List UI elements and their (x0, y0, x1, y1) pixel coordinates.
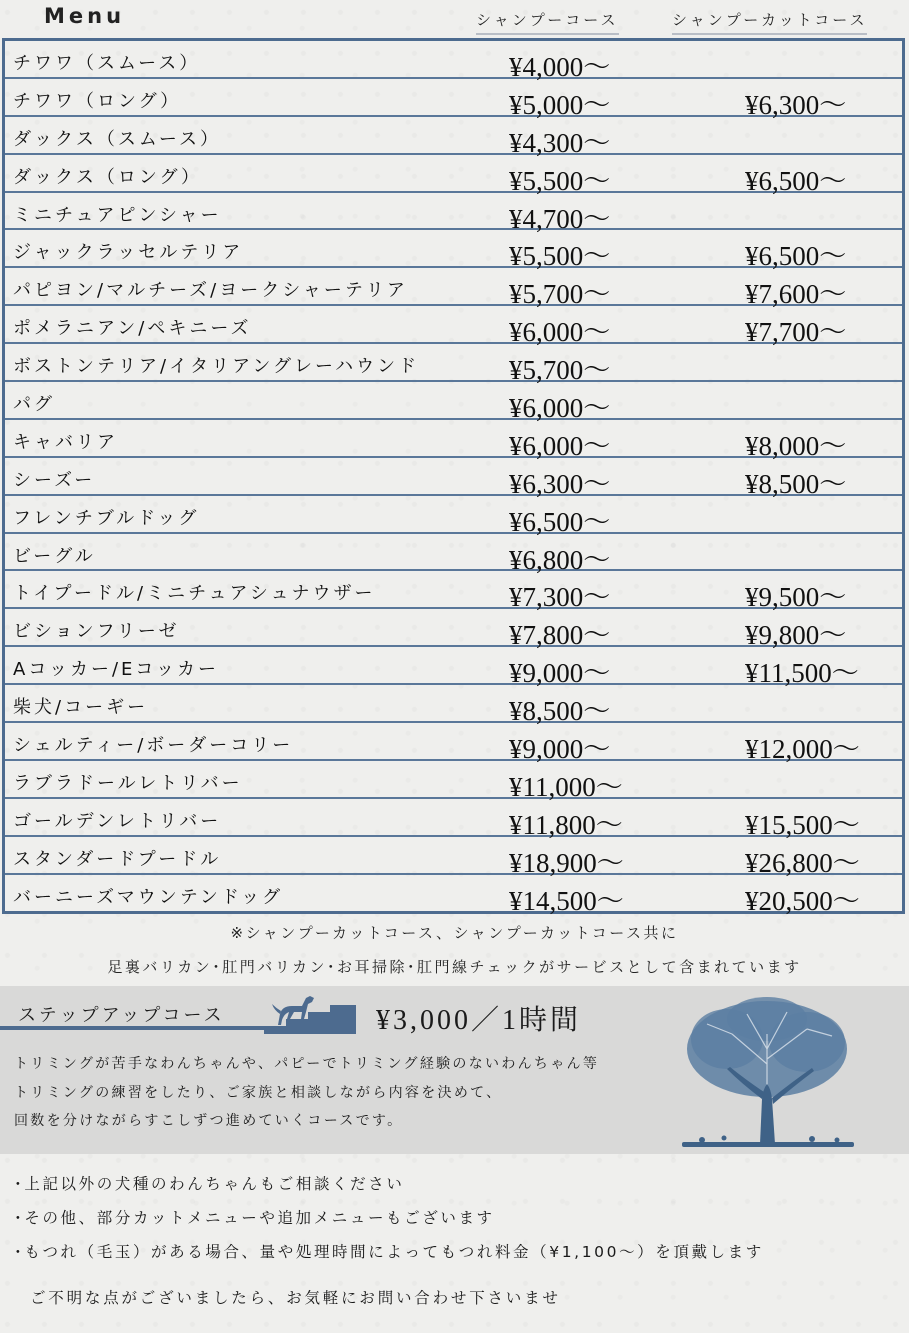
shampoo-price: ¥5,500〜 (509, 241, 611, 272)
shampoo-cut-price: ¥8,000〜 (745, 430, 847, 461)
breed-name: ボストンテリア/イタリアングレーハウンド (13, 356, 420, 378)
info-bullet-matting-fee: ･もつれ（毛玉）がある場合、量や処理時間によってもつれ料金（¥1,100〜）を頂戴します (14, 1243, 764, 1261)
shampoo-price: ¥6,000〜 (509, 317, 611, 348)
shampoo-cut-price: ¥26,800〜 (745, 847, 860, 878)
table-row (5, 41, 902, 82)
breed-name: ダックス（スムース） (13, 128, 222, 150)
table-row (5, 155, 902, 196)
breed-name: ラブラドールレトリバー (13, 772, 243, 794)
shampoo-price: ¥4,000〜 (509, 52, 611, 82)
menu-title: Menu (44, 4, 126, 28)
stepup-price: ¥3,000／1時間 (376, 1005, 582, 1036)
table-row (5, 117, 902, 158)
price-table (2, 38, 905, 914)
column-header-shampoo-cut: シャンプーカットコース (672, 9, 867, 35)
stepup-description-line3: 回数を分けながらすこしずつ進めていくコースです。 (14, 1113, 404, 1129)
table-row (5, 344, 902, 386)
stepup-course-panel (0, 986, 909, 1154)
shampoo-cut-price: ¥11,500〜 (745, 658, 859, 689)
shampoo-cut-price: ¥12,000〜 (745, 734, 860, 765)
shampoo-price: ¥5,700〜 (509, 279, 611, 310)
service-note-line1: ※シャンプーカットコース、シャンプーカットコース共に (230, 924, 679, 942)
stepup-description-line1: トリミングが苦手なわんちゃんや、パピーでトリミング経験のないわんちゃん等 (14, 1056, 600, 1072)
table-row (5, 306, 902, 348)
table-row (5, 609, 902, 651)
shampoo-price: ¥7,300〜 (509, 582, 611, 613)
shampoo-price: ¥14,500〜 (509, 885, 624, 916)
shampoo-price: ¥6,800〜 (509, 544, 611, 575)
table-row (5, 647, 902, 689)
shampoo-price: ¥8,500〜 (509, 696, 611, 727)
table-row (5, 496, 902, 537)
table-row (5, 723, 902, 765)
table-row (5, 685, 902, 727)
table-row (5, 534, 902, 575)
menu-header (0, 0, 909, 38)
table-row (5, 458, 902, 499)
breed-name: トイプードル/ミニチュアシュナウザー (13, 583, 376, 605)
stepup-title: ステップアップコース (18, 1005, 225, 1026)
shampoo-price: ¥6,000〜 (509, 393, 611, 424)
table-row (5, 875, 902, 916)
tree-icon (672, 994, 862, 1154)
breed-name: ポメラニアン/ペキニーズ (13, 318, 252, 340)
shampoo-cut-price: ¥9,800〜 (745, 620, 847, 651)
shampoo-price: ¥18,900〜 (509, 847, 624, 878)
shampoo-price: ¥6,300〜 (509, 468, 611, 499)
dog-on-stairs-icon (264, 992, 356, 1034)
table-row (5, 193, 902, 234)
info-bullet-other-breeds: ･上記以外の犬種のわんちゃんもご相談ください (14, 1175, 405, 1193)
breed-name: フレンチブルドッグ (13, 507, 200, 529)
table-row (5, 79, 902, 120)
breed-name: バーニーズマウンテンドッグ (13, 886, 284, 908)
breed-name: パピヨン/マルチーズ/ヨークシャーテリア (13, 280, 408, 302)
shampoo-price: ¥6,000〜 (509, 430, 611, 461)
table-row (5, 761, 902, 802)
shampoo-price: ¥4,700〜 (509, 203, 611, 234)
shampoo-price: ¥5,000〜 (509, 89, 611, 120)
table-row (5, 799, 902, 840)
breed-name: ダックス（ロング） (13, 166, 202, 188)
shampoo-price: ¥11,000〜 (509, 771, 623, 802)
shampoo-price: ¥7,800〜 (509, 620, 611, 651)
breed-name: シーズー (13, 469, 96, 491)
stepup-accent-bar (0, 1026, 272, 1030)
shampoo-cut-price: ¥7,600〜 (745, 279, 847, 310)
breed-name: ビションフリーゼ (13, 621, 180, 643)
shampoo-cut-price: ¥20,500〜 (745, 885, 860, 916)
breed-name: ゴールデンレトリバー (13, 810, 222, 832)
breed-name: Aコッカー/Eコッカー (13, 659, 220, 681)
breed-name: チワワ（スムース） (13, 53, 201, 74)
breed-name: ジャックラッセルテリア (13, 242, 244, 264)
column-header-shampoo: シャンプーコース (476, 9, 619, 35)
breed-name: ミニチュアピンシャー (13, 204, 222, 226)
breed-name: パグ (13, 394, 55, 416)
breed-name: ビーグル (13, 545, 96, 567)
shampoo-cut-price: ¥6,500〜 (745, 241, 847, 272)
shampoo-price: ¥6,500〜 (509, 506, 611, 537)
service-note-line2: 足裏バリカン･肛門バリカン･お耳掃除･肛門線チェックがサービスとして含まれています (107, 958, 802, 976)
shampoo-cut-price: ¥7,700〜 (745, 317, 847, 348)
table-row (5, 382, 902, 424)
breed-name: スタンダードプードル (13, 848, 222, 870)
shampoo-price: ¥9,000〜 (509, 734, 611, 765)
breed-name: チワワ（ロング） (13, 90, 182, 112)
shampoo-price: ¥4,300〜 (509, 127, 611, 158)
breed-name: シェルティー/ボーダーコリー (13, 735, 294, 757)
closing-message: ご不明な点がございましたら、お気軽にお問い合わせ下さいませ (30, 1289, 561, 1307)
table-row (5, 837, 902, 878)
shampoo-price: ¥11,800〜 (509, 809, 623, 840)
shampoo-price: ¥9,000〜 (509, 658, 611, 689)
stepup-description-line2: トリミングの練習をしたり、ご家族と相談しながら内容を決めて、 (14, 1085, 503, 1101)
table-row (5, 268, 902, 310)
shampoo-cut-price: ¥15,500〜 (745, 809, 860, 840)
breed-name: キャバリア (13, 431, 118, 453)
shampoo-price: ¥5,700〜 (509, 355, 611, 386)
table-row (5, 571, 902, 613)
shampoo-cut-price: ¥6,500〜 (745, 165, 847, 196)
table-row (5, 420, 902, 461)
shampoo-price: ¥5,500〜 (509, 165, 611, 196)
breed-name: 柴犬/コーギー (13, 697, 149, 719)
table-row (5, 230, 902, 272)
shampoo-cut-price: ¥8,500〜 (745, 468, 847, 499)
shampoo-cut-price: ¥9,500〜 (745, 582, 847, 613)
info-bullet-additional-menu: ･その他、部分カットメニューや追加メニューもございます (14, 1209, 495, 1227)
shampoo-cut-price: ¥6,300〜 (745, 89, 847, 120)
